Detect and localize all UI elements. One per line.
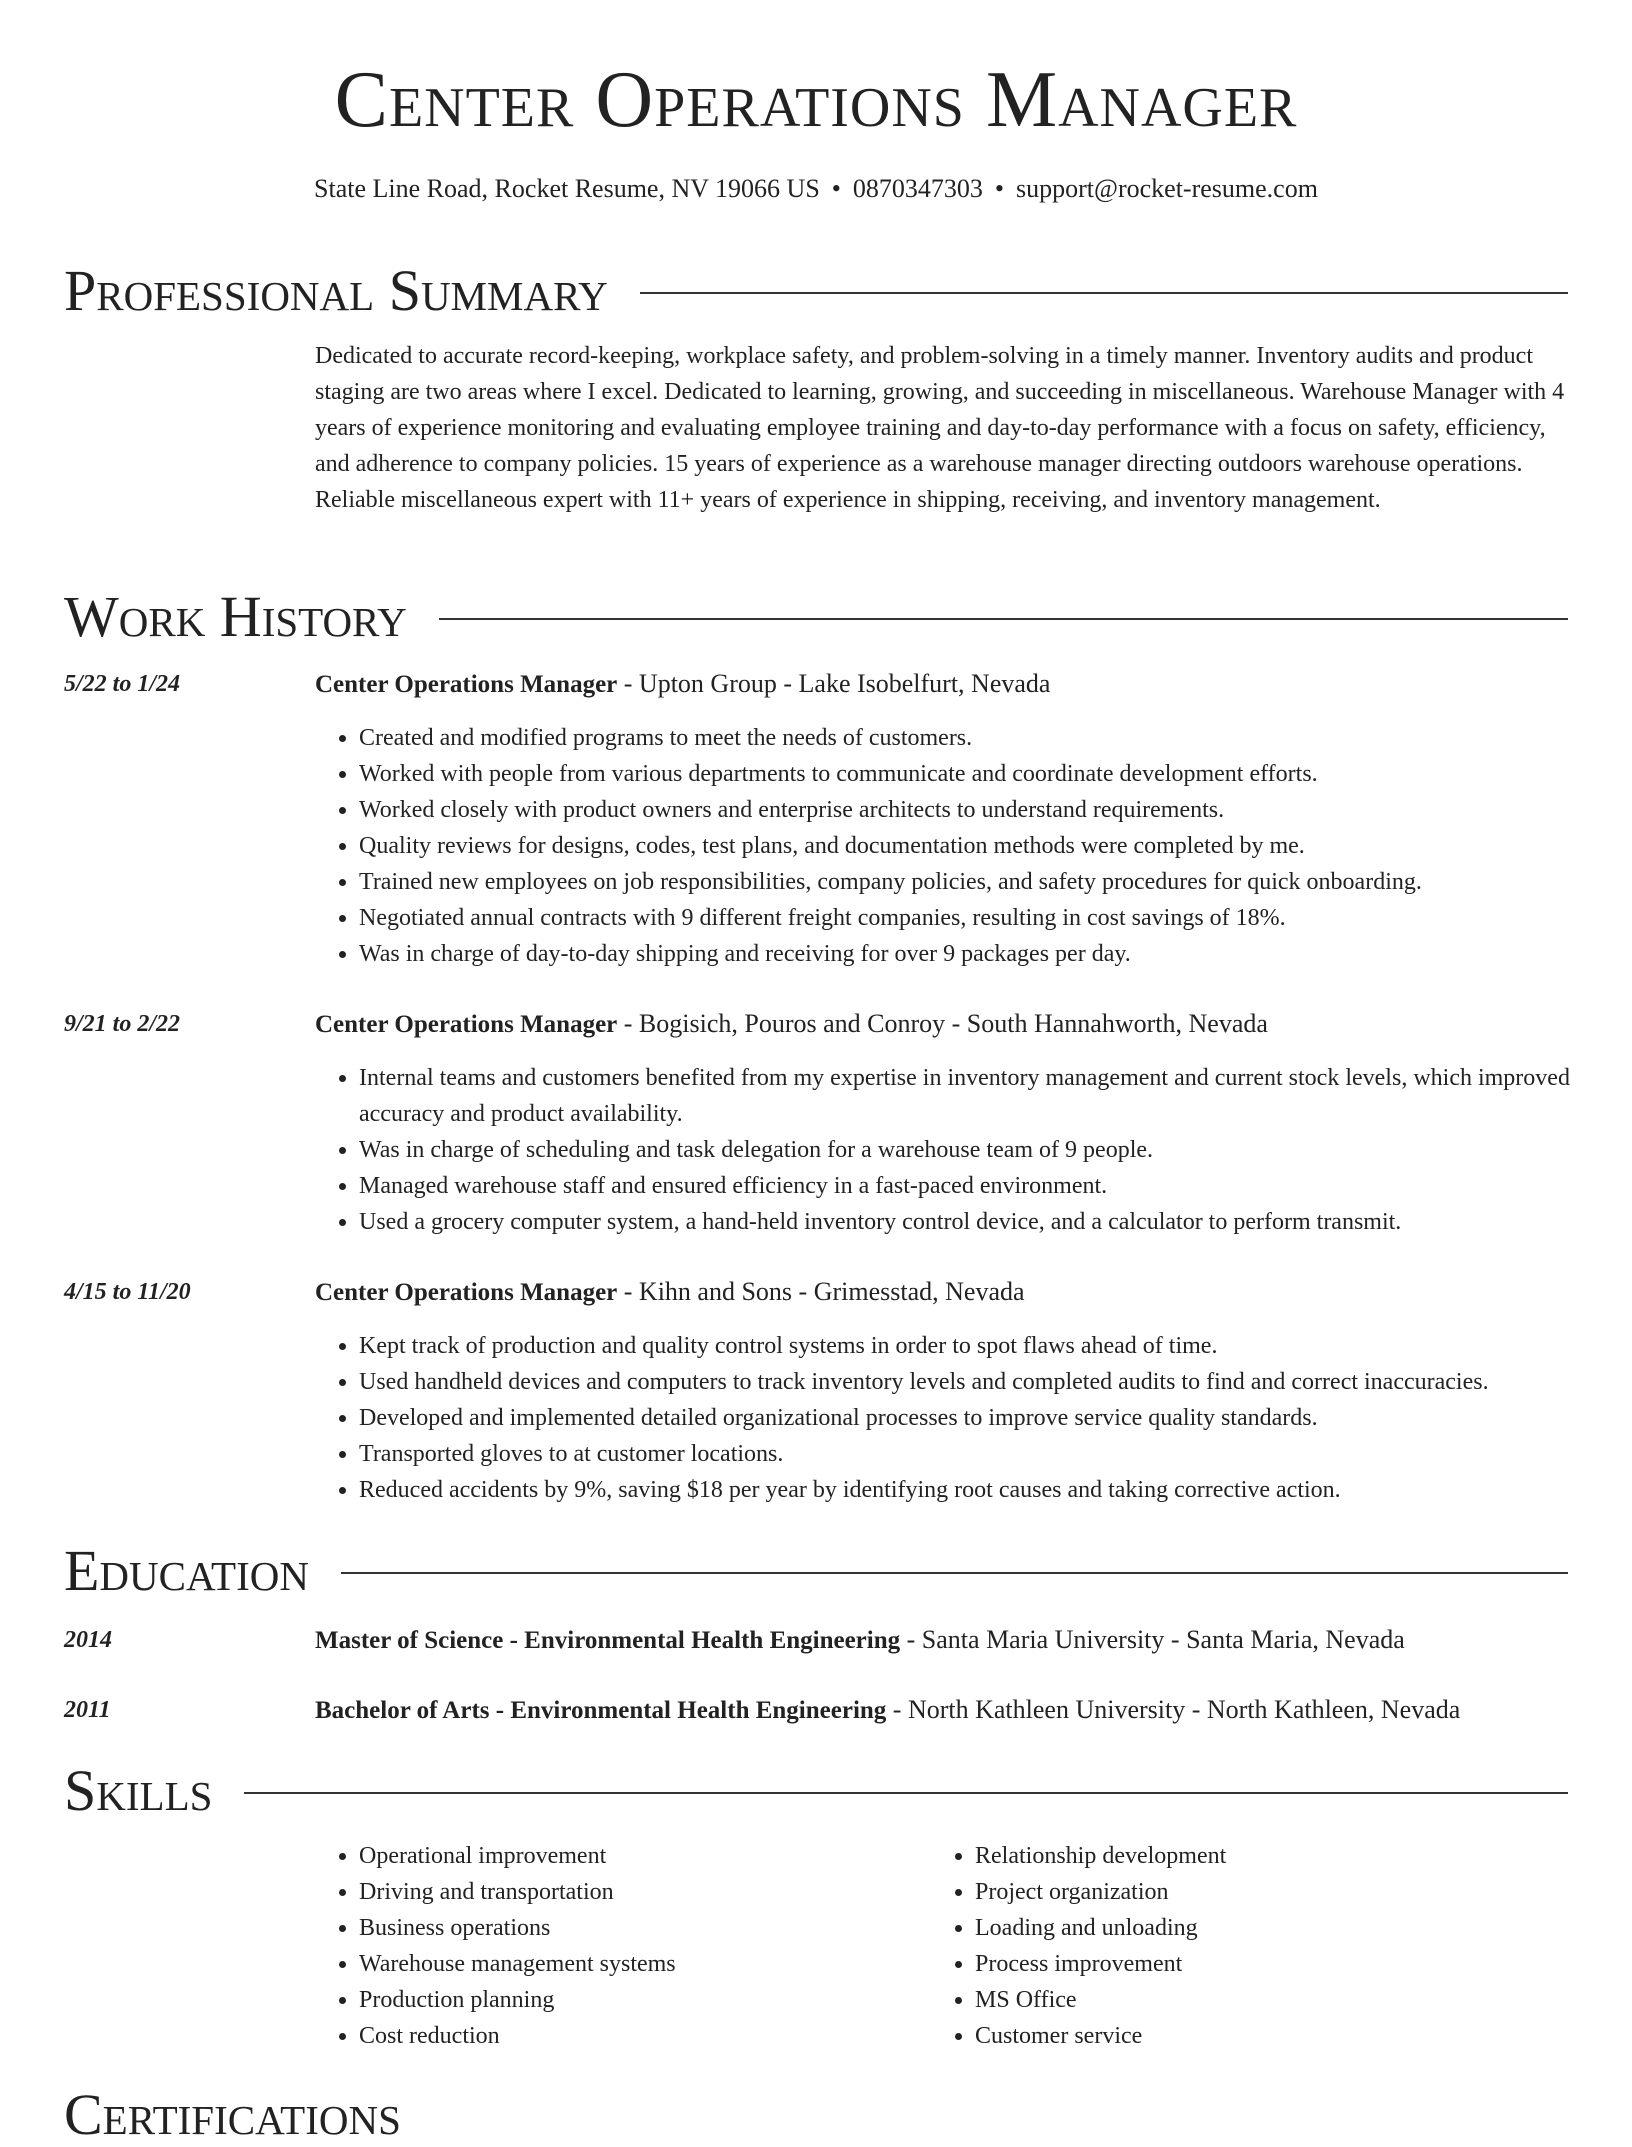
section-heading-text: Work History [64, 584, 407, 649]
job-role: Center Operations Manager [315, 671, 618, 698]
education-details: - Santa Maria University - Santa Maria, Nevada [900, 1625, 1405, 1654]
skill-item: • Relationship development [975, 1838, 1547, 1874]
skill-item: • Production planning [359, 1982, 931, 2018]
list-item: • Kept track of production and quality control systems in order to spot flaws ahead of time. [359, 1328, 1614, 1364]
job-heading [315, 1006, 1268, 1043]
skill-item: • Operational improvement [359, 1838, 931, 1874]
list-item: • Developed and implemented detailed organizational processes to improve service quality standards. [359, 1400, 1614, 1436]
skill-item: • Warehouse management systems [359, 1946, 931, 1982]
skill-item: • Loading and unloading [975, 1910, 1547, 1946]
section-divider [640, 292, 1568, 294]
skill-item: • Project organization [975, 1874, 1547, 1910]
list-item: • Used a grocery computer system, a hand-held inventory control device, and a calculator to perform transmit. [359, 1204, 1614, 1240]
section-heading-text: Certifications [64, 2082, 401, 2147]
education-heading [315, 1622, 1405, 1659]
list-item: • Managed warehouse staff and ensured efficiency in a fast-paced environment. [359, 1168, 1614, 1204]
section-heading-skills [64, 1758, 1568, 1823]
job-bullets [315, 1060, 1614, 1240]
job-role: Center Operations Manager [315, 1279, 618, 1306]
skill-item: • MS Office [975, 1982, 1547, 2018]
education-year: 2014 [64, 1627, 112, 1653]
education-year: 2011 [64, 1697, 111, 1723]
contact-line [0, 176, 1632, 202]
job-details: - Bogisich, Pouros and Conroy - South Hannahworth, Nevada [617, 1009, 1268, 1038]
job-dates: 9/21 to 2/22 [64, 1011, 181, 1037]
list-item: • Transported gloves to at customer locations. [359, 1436, 1614, 1472]
skills-list-left [315, 1838, 931, 2054]
list-item: • Worked with people from various departments to communicate and coordinate development efforts. [359, 756, 1614, 792]
job-details: - Kihn and Sons - Grimesstad, Nevada [617, 1277, 1025, 1306]
section-divider [341, 1572, 1568, 1574]
education-details: - North Kathleen University - North Kathleen, Nevada [886, 1695, 1461, 1724]
section-heading-text: Professional Summary [64, 258, 608, 323]
education-degree: Master of Science - Environmental Health Engineering [315, 1627, 901, 1654]
contact-phone: 0870347303 [852, 174, 983, 203]
job-bullets [315, 1328, 1614, 1508]
summary-paragraph: Dedicated to accurate record-keeping, workplace safety, and problem-solving in a timely manner. Inventory audits and product staging are two areas where I excel. Dedicated to learning, growing, and succeeding in miscellaneous. Warehouse Manager with 4 years of experience monitoring and evaluating employee training and day-to-day performance with a focus on safety, efficiency, and adherence to company policies. 15 years of experience as a warehouse manager directing outdoors warehouse operations. Reliable miscellaneous expert with 11+ years of experience in shipping, receiving, and inventory management. [315, 343, 1565, 513]
section-heading-education [64, 1538, 1568, 1603]
list-item: • Reduced accidents by 9%, saving $18 per year by identifying root causes and taking corrective action. [359, 1472, 1614, 1508]
education-degree: Bachelor of Arts - Environmental Health Engineering [315, 1697, 887, 1724]
contact-email: support@rocket-resume.com [1016, 174, 1318, 203]
section-heading-work-history [64, 584, 1568, 649]
contact-separator: • [831, 174, 841, 203]
skill-item: • Customer service [975, 2018, 1547, 2054]
section-divider [244, 1792, 1568, 1794]
list-item: • Was in charge of scheduling and task delegation for a warehouse team of 9 people. [359, 1132, 1614, 1168]
section-divider [439, 618, 1568, 620]
job-role: Center Operations Manager [315, 1011, 618, 1038]
contact-address: State Line Road, Rocket Resume, NV 19066 US [314, 174, 820, 203]
list-item: • Internal teams and customers benefited from my expertise in inventory management and current stock levels, which improved accuracy and product availability. [359, 1060, 1614, 1132]
skill-item: • Process improvement [975, 1946, 1547, 1982]
list-item: • Used handheld devices and computers to track inventory levels and completed audits to find and correct inaccuracies. [359, 1364, 1614, 1400]
skill-item: • Driving and transportation [359, 1874, 931, 1910]
list-item: • Worked closely with product owners and enterprise architects to understand requirements. [359, 792, 1614, 828]
skill-item: • Business operations [359, 1910, 931, 1946]
section-heading-certifications [64, 2082, 1568, 2147]
education-heading [315, 1692, 1460, 1729]
job-dates: 5/22 to 1/24 [64, 671, 181, 697]
section-heading-text: Skills [64, 1758, 213, 1823]
list-item: • Negotiated annual contracts with 9 different freight companies, resulting in cost savings of 18%. [359, 900, 1614, 936]
job-heading [315, 1274, 1025, 1311]
candidate-name: Center Operations Manager [334, 56, 1298, 144]
section-heading-summary [64, 258, 1568, 323]
list-item: • Quality reviews for designs, codes, test plans, and documentation methods were completed by me. [359, 828, 1614, 864]
list-item: • Trained new employees on job responsibilities, company policies, and safety procedures for quick onboarding. [359, 864, 1614, 900]
skills-columns [315, 1838, 1570, 2054]
job-heading [315, 666, 1050, 703]
job-bullets [315, 720, 1614, 972]
section-heading-text: Education [64, 1538, 309, 1603]
list-item: • Created and modified programs to meet the needs of customers. [359, 720, 1614, 756]
skills-list-right [931, 1838, 1547, 2054]
job-dates: 4/15 to 11/20 [64, 1279, 191, 1305]
skill-item: • Cost reduction [359, 2018, 931, 2054]
job-details: - Upton Group - Lake Isobelfurt, Nevada [617, 669, 1051, 698]
list-item: • Was in charge of day-to-day shipping and receiving for over 9 packages per day. [359, 936, 1614, 972]
contact-separator: • [994, 174, 1005, 203]
